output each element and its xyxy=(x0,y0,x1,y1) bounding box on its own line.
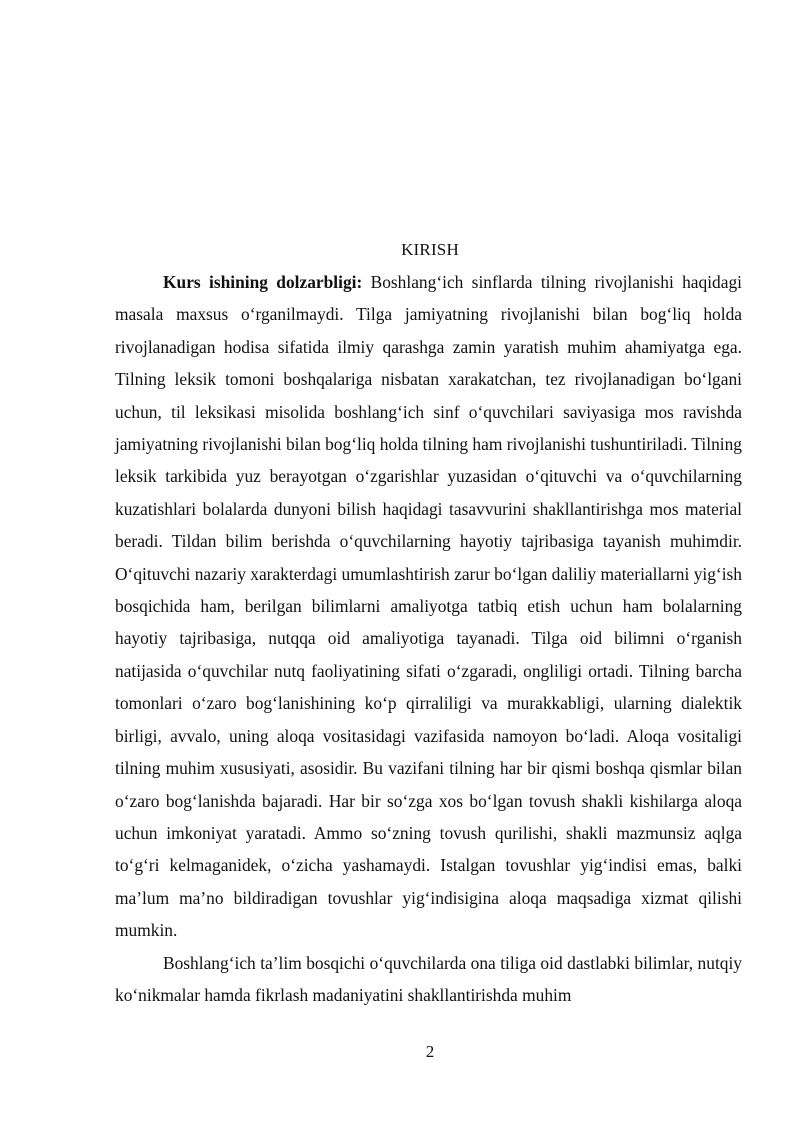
page-number: 2 xyxy=(425,1042,435,1061)
document-body xyxy=(115,266,742,1011)
paragraph-text: Boshlang‘ich ta’lim bosqichi o‘quvchilarda ona tiliga oid dastlabki bilimlar, nutqiy ko‘nikmalar hamda fikrlash madaniyatini shakllantirishda muhim xyxy=(115,952,742,1005)
paragraph-2 xyxy=(115,947,742,1012)
paragraph-lead: Kurs ishining dolzarbligi: xyxy=(163,272,363,292)
paragraph-text: Boshlang‘ich sinflarda tilning rivojlanishi haqidagi masala maxsus o‘rganilmaydi. Tilga jamiyatning rivojlanishi bilan bog‘liq holda rivojlanadigan hodisa sifatida ilmiy qarashga zamin yaratish muhim ahamiyatga ega. Tilning leksik tomoni boshqalariga nisbatan xarakatchan, tez rivojlanadigan bo‘lgani uchun, til leksikasi misolida boshlang‘ich sinf o‘quvchilari saviyasiga mos ravishda jamiyatning rivojlanishi bilan bog‘liq holda tilning ham rivojlanishi tushuntiriladi. Tilning leksik tarkibida yuz berayotgan o‘zgarishlar yuzasidan o‘qituvchi va o‘quvchilarning kuzatishlari bolalarda dunyoni bilish haqidagi tasavvurini shakllantirishga mos material beradi. Tildan bilim berishda o‘quvchilarning hayotiy tajribasiga tayanish muhimdir. O‘qituvchi nazariy xarakterdagi umumlashtirish zarur bo‘lgan daliliy materiallarni yig‘ish bosqichida ham, berilgan bilimlarni amaliyotga tatbiq etish uchun ham bolalarning hayotiy tajribasiga, nutqqa oid amaliyotiga tayanadi. Tilga oid bilimni o‘rganish natijasida o‘quvchilar nutq faoliyatining sifati o‘zgaradi, ongliligi ortadi. Tilning barcha tomonlari o‘zaro bog‘lanishining ko‘p qirraliligi va murakkabligi, ularning dialektik birligi, avvalo, uning aloqa vositasidagi vazifasida namoyon bo‘ladi. Aloqa vositaligi tilning muhim xususiyati, asosidir. Bu vazifani tilning har bir qismi boshqa qismlar bilan o‘zaro bog‘lanishda bajaradi. Har bir so‘zga xos bo‘lgan tovush shakli kishilarga aloqa uchun imkoniyat yaratadi. Ammo so‘zning tovush qurilishi, shakli mazmunsiz aqlga to‘g‘ri kelmaganidek, o‘zicha yashamaydi. Istalgan tovushlar yig‘indisi emas, balki ma’lum ma’no bildiradigan tovushlar yig‘indisigina aloqa maqsadiga xizmat qilishi mumkin. xyxy=(115,272,743,941)
paragraph-1 xyxy=(115,266,742,947)
page-heading: KIRISH xyxy=(401,240,459,259)
